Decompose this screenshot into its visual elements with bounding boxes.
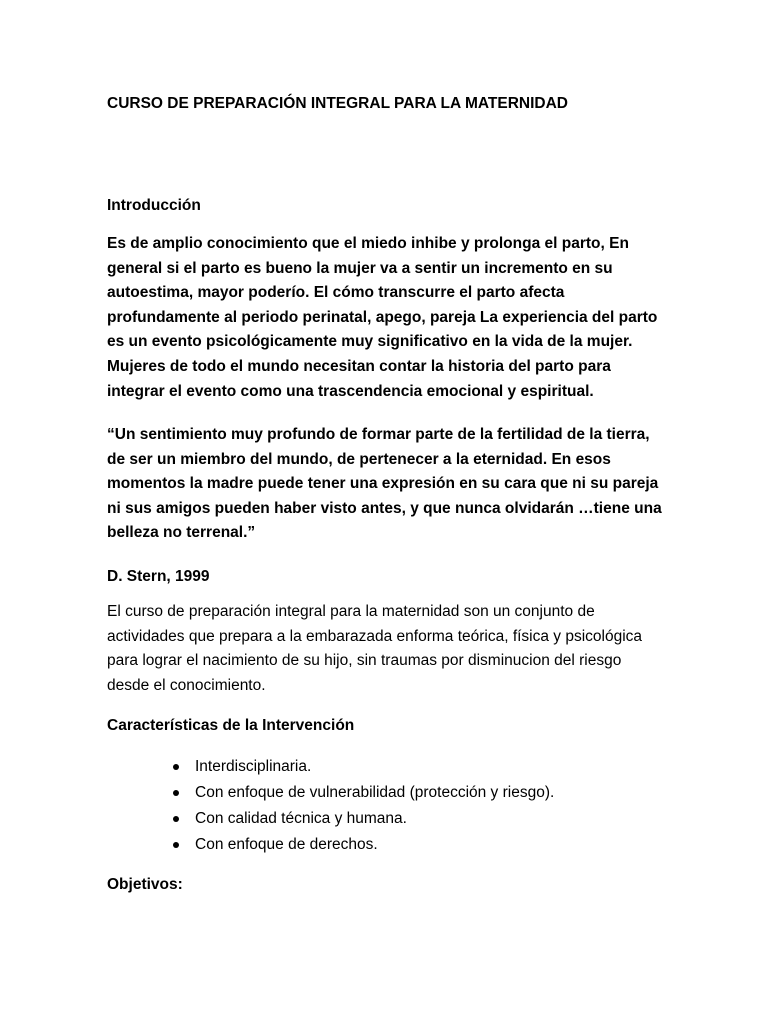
body-paragraph: El curso de preparación integral para la maternidad son un conjunto de actividades que prepara a la embarazada enforma teórica, física y psicológica para lograr el nacimiento de su hijo, sin traumas por disminucion del riesgo desde el conocimiento.: [107, 603, 643, 694]
objectives-heading: Objetivos:: [107, 876, 183, 893]
characteristics-list: [170, 754, 554, 858]
quote-author: D. Stern, 1999: [107, 568, 210, 585]
intro-heading: Introducción: [107, 197, 201, 214]
list-item-text: Con enfoque de derechos.: [195, 836, 378, 853]
list-item: [170, 754, 554, 780]
intro-paragraph: Es de amplio conocimiento que el miedo inhibe y prolonga el parto, En general si el parto es bueno la mujer va a sentir un incremento en su autoestima, mayor poderío. El cómo transcurre el parto afecta profundamente al periodo perinatal, apego, pareja La experiencia del parto es un evento psicológicamente muy significativo en la vida de la mujer. Mujeres de todo el mundo necesitan contar la historia del parto para integrar el evento como una trascendencia emocional y espiritual.: [107, 235, 658, 400]
bullet-icon: [173, 842, 179, 848]
list-item: [170, 806, 554, 832]
bullet-icon: [173, 816, 179, 822]
bullet-icon: [173, 764, 179, 770]
list-item-text: Con calidad técnica y humana.: [195, 810, 407, 827]
bullet-icon: [173, 790, 179, 796]
quote-paragraph: “Un sentimiento muy profundo de formar parte de la fertilidad de la tierra, de ser un miembro del mundo, de pertenecer a la eternidad. En esos momentos la madre puede tener una expresión en su cara que ni su pareja ni sus amigos pueden haber visto antes, y que nunca olvidarán …tiene una belleza no terrenal.”: [107, 426, 662, 542]
list-item-text: Con enfoque de vulnerabilidad (protección y riesgo).: [195, 784, 555, 801]
list-item: [170, 780, 554, 806]
document-title: CURSO DE PREPARACIÓN INTEGRAL PARA LA MATERNIDAD: [107, 95, 568, 112]
list-item: [170, 832, 554, 858]
list-item-text: Interdisciplinaria.: [195, 758, 312, 775]
characteristics-heading: Características de la Intervención: [107, 717, 355, 734]
